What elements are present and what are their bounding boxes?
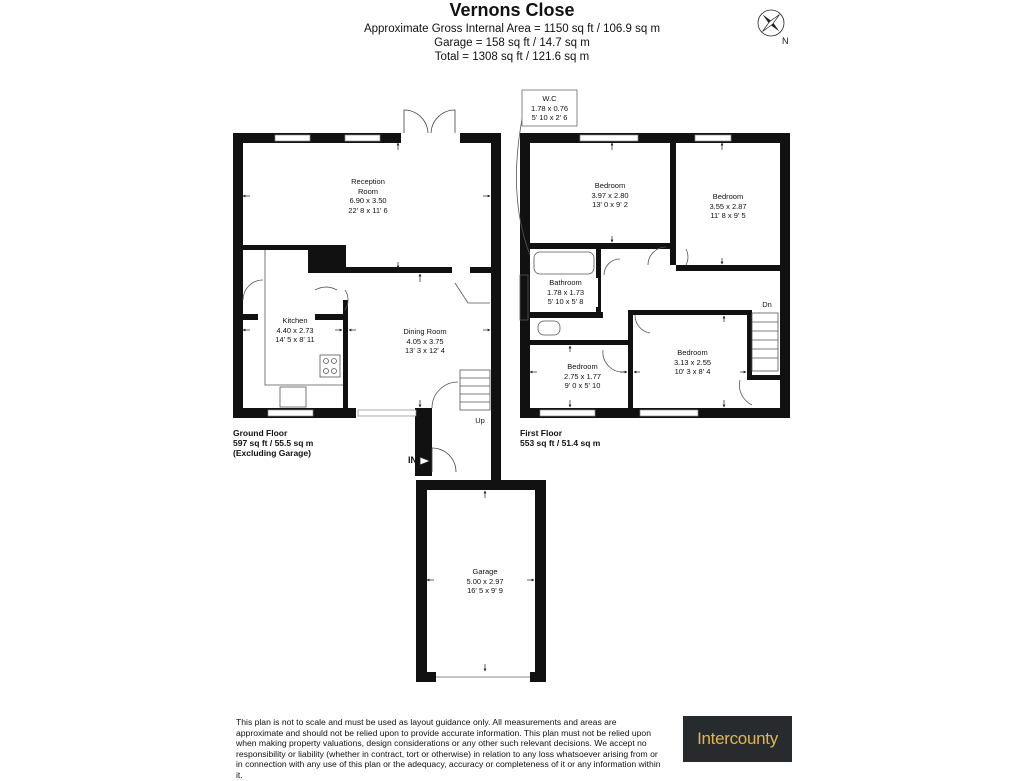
entrance-door bbox=[432, 448, 456, 472]
kitchen-label: Kitchen 4.40 x 2.73 14' 5 x 8' 11 bbox=[275, 316, 315, 344]
stairs-down-label: Dn bbox=[762, 300, 772, 309]
plan-title: Vernons Close bbox=[449, 0, 575, 20]
bedroom-1-label: Bedroom 3.97 x 2.80 13' 0 x 9' 2 bbox=[591, 181, 629, 209]
dining-room-label: Dining Room 4.05 x 3.75 13' 3 x 12' 4 bbox=[403, 327, 447, 355]
stairs-up-label: Up bbox=[475, 416, 485, 425]
bedroom-3-label: Bedroom 2.75 x 1.77 9' 0 x 5' 10 bbox=[563, 362, 602, 390]
intercounty-logo: Intercounty bbox=[683, 716, 792, 762]
bathroom-label: Bathroom 1.78 x 1.73 5' 10 x 5' 8 bbox=[533, 278, 598, 307]
first-floor-caption: First Floor 553 sq ft / 51.4 sq m bbox=[520, 428, 601, 448]
total-area-line: Total = 1308 sq ft / 121.6 sq m bbox=[434, 51, 590, 63]
first-floor-fittings bbox=[516, 100, 778, 405]
wc-label: W.C 1.78 x 0.76 5' 10 x 2' 6 bbox=[530, 94, 569, 122]
french-doors bbox=[404, 110, 455, 133]
garage-label: Garage 5.00 x 2.97 16' 5 x 9' 9 bbox=[466, 567, 504, 595]
bedroom-4-label: Bedroom 3.13 x 2.55 10' 3 x 8' 4 bbox=[673, 348, 712, 376]
disclaimer-text: This plan is not to scale and must be used as layout guidance only. All measurements and areas are approximate and should not be relied upon to provide accurate information. This plan must not be relied upon when making property valuations, design considerations or any other such relevant decisions. We accept no responsibility or liability (whether in contract, tort or otherwise) in relation to any loss whatsoever arising from or in connection with any use of this plan or the adequacy, accuracy or completeness of it or any information within it. bbox=[236, 717, 661, 780]
entrance-label: IN bbox=[408, 455, 417, 465]
garage-area-line: Garage = 158 sq ft / 14.7 sq m bbox=[434, 37, 590, 49]
bedroom-2-label: Bedroom 3.55 x 2.87 11' 8 x 9' 5 bbox=[709, 192, 747, 220]
reception-room-label: Reception Room 6.90 x 3.50 22' 8 x 11' 6 bbox=[348, 177, 388, 215]
ground-floor-caption: Ground Floor 597 sq ft / 55.5 sq m (Excluding Garage) bbox=[233, 428, 314, 458]
gross-area-line: Approximate Gross Internal Area = 1150 sq ft / 106.9 sq m bbox=[363, 23, 661, 35]
north-label: N bbox=[782, 36, 789, 46]
